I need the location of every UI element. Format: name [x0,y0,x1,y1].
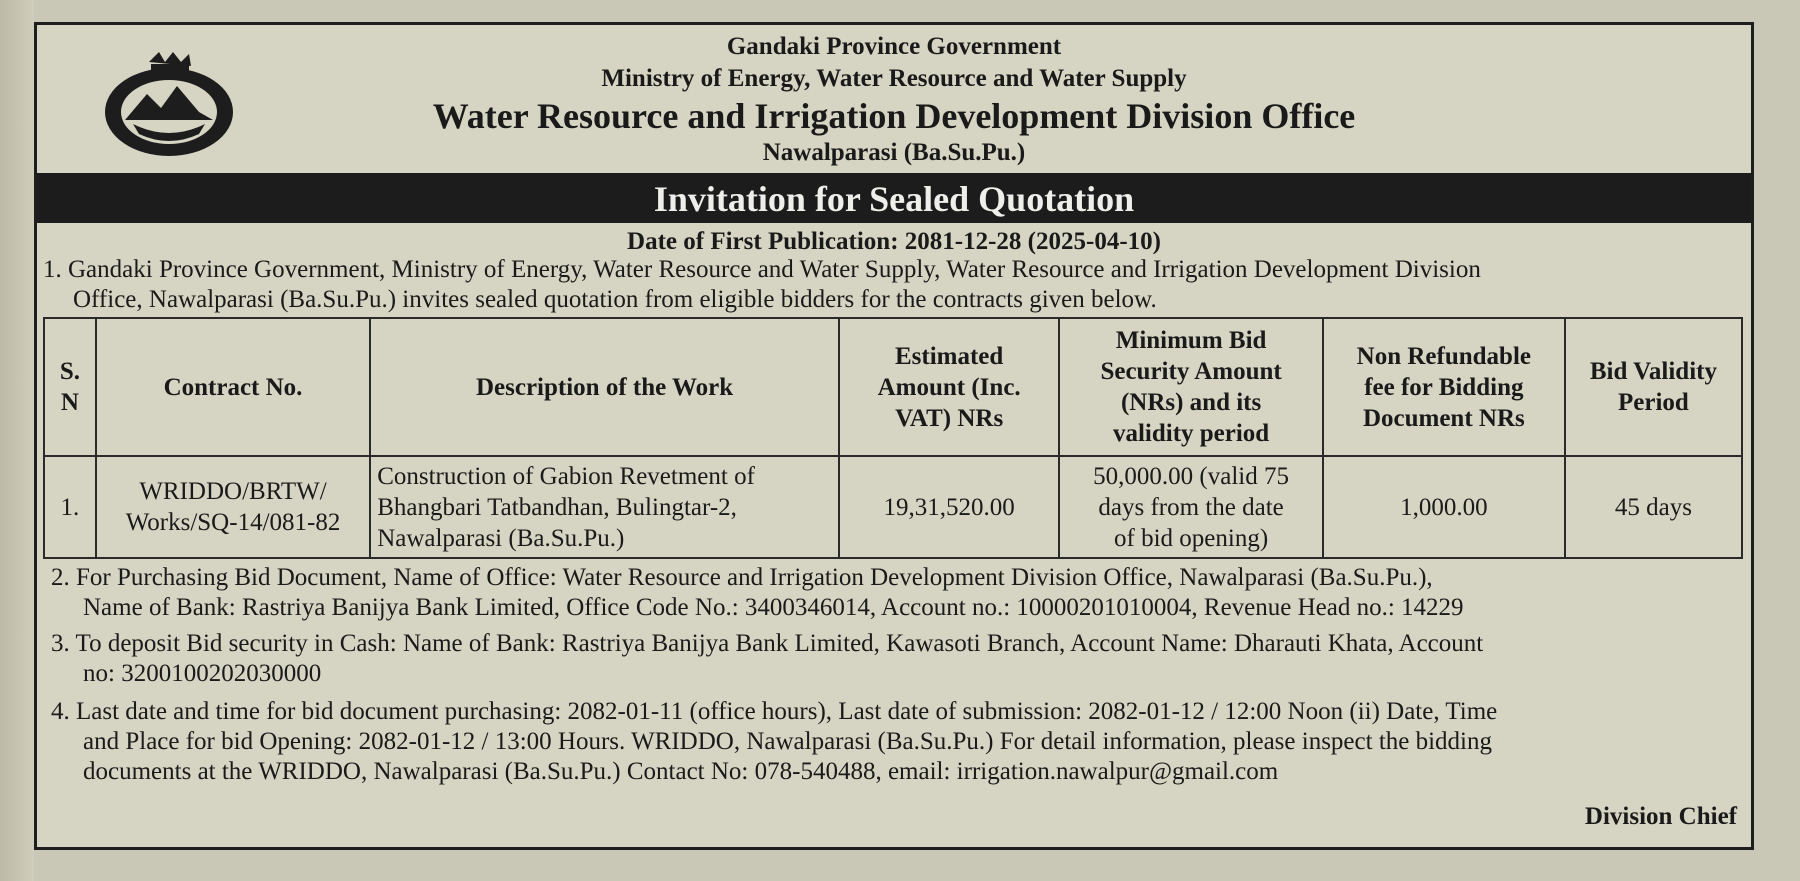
paragraph-4-line-3: documents at the WRIDDO, Nawalparasi (Ba.Su.Pu.) Contact No: 078-540488, email: irrigation.nawalpur@gmail.com [83,758,1279,785]
header-description: Description of the Work [370,318,839,456]
notice-frame [34,22,1754,850]
office-name: Water Resource and Irrigation Development Division Office [432,96,1356,136]
paragraph-2-line-2: Name of Bank: Rastriya Banijya Bank Limited, Office Code No.: 3400346014, Account no.: 10000201010004, Revenue Head no.: 14229 [83,594,1464,621]
header-contract: Contract No. [96,318,370,456]
table-header-row [44,318,1742,456]
header-security: Minimum Bid Security Amount (NRs) and its validity period [1059,318,1323,456]
cell-description: Construction of Gabion Revetment of Bhangbari Tatbandhan, Bulingtar-2, Nawalparasi (Ba.Su.Pu.) [370,456,839,558]
paragraph-1-number: 1. [43,256,62,283]
paragraph-2 [51,563,1751,623]
cell-amount: 19,31,520.00 [839,456,1059,558]
table-row [44,456,1742,558]
paragraph-3 [51,629,1751,689]
paragraph-3-line-1: 3. To deposit Bid security in Cash: Name of Bank: Rastriya Banijya Bank Limited, Kawasoti Branch, Account Name: Dharauti Khata, Account [51,630,1484,657]
newspaper-margin [0,0,34,881]
header-amount: Estimated Amount (Inc. VAT) NRs [839,318,1059,456]
notice-title-banner: Invitation for Sealed Quotation [37,173,1751,223]
header-validity: Bid Validity Period [1565,318,1742,456]
paragraph-4-line-1: 4. Last date and time for bid document purchasing: 2082-01-11 (office hours), Last date of submission: 2082-01-12 / 12:00 Noon (ii) Date, Time [51,698,1498,725]
paragraph-2-line-1: 2. For Purchasing Bid Document, Name of Office: Water Resource and Irrigation Development Division Office, Nawalparasi (Ba.Su.Pu.), [51,564,1433,591]
header-fee: Non Refundable fee for Bidding Document NRs [1323,318,1565,456]
cell-fee: 1,000.00 [1323,456,1565,558]
ministry-name: Ministry of Energy, Water Resource and Water Supply [601,65,1187,92]
publication-date: Date of First Publication: 2081-12-28 (2025-04-10) [627,228,1161,255]
cell-contract: WRIDDO/BRTW/ Works/SQ-14/081-82 [96,456,370,558]
paragraph-1-line-2: Office, Nawalparasi (Ba.Su.Pu.) invites sealed quotation from eligible bidders for the contracts given below. [73,286,1157,313]
cell-security: 50,000.00 (valid 75 days from the date of bid opening) [1059,456,1323,558]
paragraph-4 [51,697,1751,787]
paragraph-1-line-1: Gandaki Province Government, Ministry of Energy, Water Resource and Water Supply, Water Resource and Irrigation Development Division [68,256,1481,283]
header-sn: S. N [44,318,96,456]
paragraph-3-line-2: no: 3200100202030000 [83,660,322,687]
signature-title: Division Chief [1584,803,1737,830]
paragraph-4-line-2: and Place for bid Opening: 2082-01-12 / 13:00 Hours. WRIDDO, Nawalparasi (Ba.Su.Pu.) For detail information, please inspect the bidding [83,728,1492,755]
office-location: Nawalparasi (Ba.Su.Pu.) [762,139,1026,166]
cell-sn: 1. [44,456,96,558]
quotation-table [43,317,1743,559]
government-name: Gandaki Province Government [726,33,1062,60]
notice-header [37,25,1751,171]
cell-validity: 45 days [1565,456,1742,558]
paragraph-1 [43,255,1743,315]
